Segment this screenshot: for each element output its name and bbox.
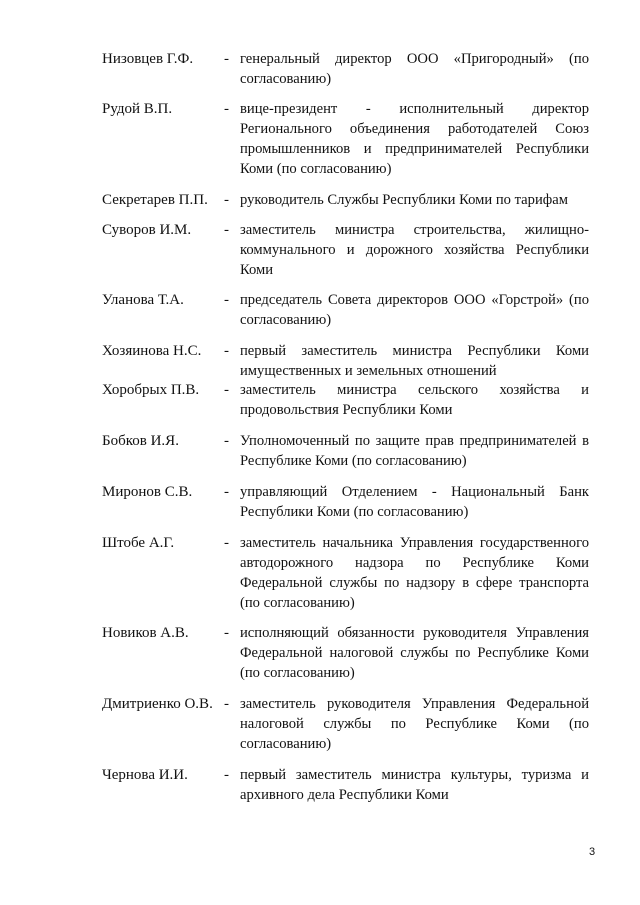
member-name: Дмитриенко О.В. [102, 696, 213, 712]
member-position: вице-президент - исполнительный директор Регионального объединения работодателей Союз промышленников и предпринимателей Республики Коми (по согласованию) [240, 101, 589, 177]
member-name: Суворов И.М. [102, 222, 192, 238]
member-name: Уланова Т.А. [102, 292, 184, 308]
member-position: исполняющий обязанности руководителя Управления Федеральной налоговой службы по Республике Коми (по согласованию) [240, 625, 589, 681]
member-position: заместитель министра строительства, жилищно-коммунального и дорожного хозяйства Республики Коми [240, 222, 589, 278]
member-position: заместитель начальника Управления государственного автодорожного надзора по Республике Коми Федеральной службы по надзору в сфере транспорта (по согласованию) [240, 535, 589, 611]
member-name: Новиков А.В. [102, 625, 189, 641]
member-position: руководитель Службы Республики Коми по тарифам [240, 192, 568, 208]
separator-dash: - [224, 625, 229, 641]
member-name: Низовцев Г.Ф. [102, 51, 194, 67]
separator-dash: - [224, 535, 229, 551]
member-position: первый заместитель министра культуры, туризма и архивного дела Республики Коми [240, 767, 589, 803]
member-name: Бобков И.Я. [102, 433, 179, 449]
member-position: заместитель руководителя Управления Федеральной налоговой службы по Республике Коми (по согласованию) [240, 696, 589, 752]
separator-dash: - [224, 484, 229, 500]
member-name: Хозяинова Н.С. [102, 343, 202, 359]
separator-dash: - [224, 51, 229, 67]
separator-dash: - [224, 433, 229, 449]
separator-dash: - [224, 343, 229, 359]
member-position: управляющий Отделением - Национальный Банк Республики Коми (по согласованию) [240, 484, 589, 520]
separator-dash: - [224, 222, 229, 238]
separator-dash: - [224, 192, 229, 208]
member-name: Секретарев П.П. [102, 192, 208, 208]
separator-dash: - [224, 696, 229, 712]
separator-dash: - [224, 292, 229, 308]
page-number: 3 [589, 846, 596, 858]
member-position: генеральный директор ООО «Пригородный» (по согласованию) [240, 51, 589, 87]
member-name: Чернова И.И. [102, 767, 188, 783]
member-position: первый заместитель министра Республики Коми имущественных и земельных отношений [240, 343, 589, 379]
separator-dash: - [224, 101, 229, 117]
member-position: Уполномоченный по защите прав предпринимателей в Республике Коми (по согласованию) [240, 433, 589, 469]
member-name: Миронов С.В. [102, 484, 193, 500]
separator-dash: - [224, 382, 229, 398]
member-name: Штобе А.Г. [102, 535, 175, 551]
member-name: Хоробрых П.В. [102, 382, 200, 398]
member-name: Рудой В.П. [102, 101, 173, 117]
separator-dash: - [224, 767, 229, 783]
member-position: председатель Совета директоров ООО «Горстрой» (по согласованию) [240, 292, 589, 328]
member-position: заместитель министра сельского хозяйства и продовольствия Республики Коми [240, 382, 589, 418]
